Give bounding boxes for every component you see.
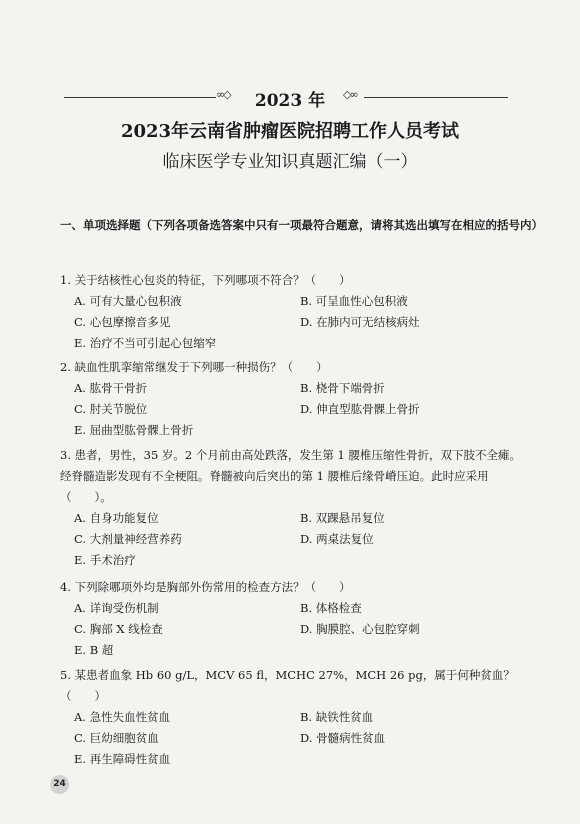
options-list: [74, 508, 530, 571]
option-d: D. 在肺内可无结核病灶: [300, 315, 420, 329]
page-title: 2023年云南省肿瘤医院招聘工作人员考试: [120, 121, 460, 142]
year-header: [0, 86, 580, 110]
question-4: [60, 577, 530, 661]
option-e: E. 再生障碍性贫血: [74, 752, 171, 766]
option-b: B. 缺铁性贫血: [300, 710, 374, 724]
option-a: A. 肱骨干骨折: [74, 381, 148, 395]
page-number-badge: 24: [50, 775, 69, 794]
option-c: C. 大剂量神经营养药: [74, 532, 182, 546]
section-heading: 一、单项选择题（下列各项备选答案中只有一项最符合题意，请将其选出填写在相应的括号内）: [60, 218, 543, 232]
option-b: B. 双踝悬吊复位: [300, 511, 385, 525]
option-c: C. 心包摩擦音多见: [74, 315, 171, 329]
option-b: B. 可呈血性心包积液: [300, 294, 408, 308]
option-e: E. 屈曲型肱骨髁上骨折: [74, 423, 194, 437]
right-ornament-icon: ◇∞: [343, 88, 357, 101]
option-d: D. 两桌法复位: [300, 532, 374, 546]
year-label: 2023 年: [254, 91, 326, 111]
left-ornament-icon: ∞◇: [216, 88, 230, 101]
options-list: [74, 291, 530, 354]
option-a: A. 可有大量心包积液: [74, 294, 182, 308]
option-e: E. 治疗不当可引起心包缩窄: [74, 336, 217, 350]
question-2: [60, 357, 530, 441]
option-d: D. 胸膜腔、心包腔穿刺: [300, 622, 420, 636]
option-c: C. 胸部 X 线检查: [74, 622, 163, 636]
question-stem: 2. 缺血性肌挛缩常继发于下列哪一种损伤？（ ）: [60, 360, 328, 374]
option-a: A. 急性失血性贫血: [74, 710, 171, 724]
option-a: A. 自身功能复位: [74, 511, 159, 525]
option-c: C. 肘关节脱位: [74, 402, 148, 416]
question-stem: 5. 某患者血象 Hb 60 g/L，MCV 65 fl，MCHC 27%，MCH 26 pg，属于何种贫血？（ ）: [60, 668, 515, 703]
option-e: E. 手术治疗: [74, 553, 136, 567]
option-b: B. 桡骨下端骨折: [300, 381, 385, 395]
right-rule: [364, 97, 508, 98]
option-d: D. 骨髓病性贫血: [300, 731, 386, 745]
option-a: A. 详询受伤机制: [74, 601, 159, 615]
question-stem: 4. 下列除哪项外均是胸部外伤常用的检查方法？（ ）: [60, 580, 351, 594]
page-subtitle: 临床医学专业知识真题汇编（一）: [162, 152, 418, 172]
options-list: [74, 378, 530, 441]
option-c: C. 巨幼细胞贫血: [74, 731, 159, 745]
question-stem: 1. 关于结核性心包炎的特征，下列哪项不符合？（ ）: [60, 273, 351, 287]
question-3: [60, 445, 530, 571]
options-list: [74, 598, 530, 661]
question-5: [60, 665, 530, 770]
option-b: B. 体格检查: [300, 601, 362, 615]
question-1: [60, 270, 530, 354]
options-list: [74, 707, 530, 770]
option-e: E. B 超: [74, 643, 114, 657]
question-stem: 3. 患者，男性，35 岁。2 个月前由高处跌落，发生第 1 腰椎压缩性骨折，双下肢不全瘫。经脊髓造影发现有不全梗阻。脊髓被向后突出的第 1 腰椎后缘骨嵴压迫。此时应采用（ ）。: [60, 448, 522, 504]
option-d: D. 伸直型肱骨髁上骨折: [300, 402, 420, 416]
